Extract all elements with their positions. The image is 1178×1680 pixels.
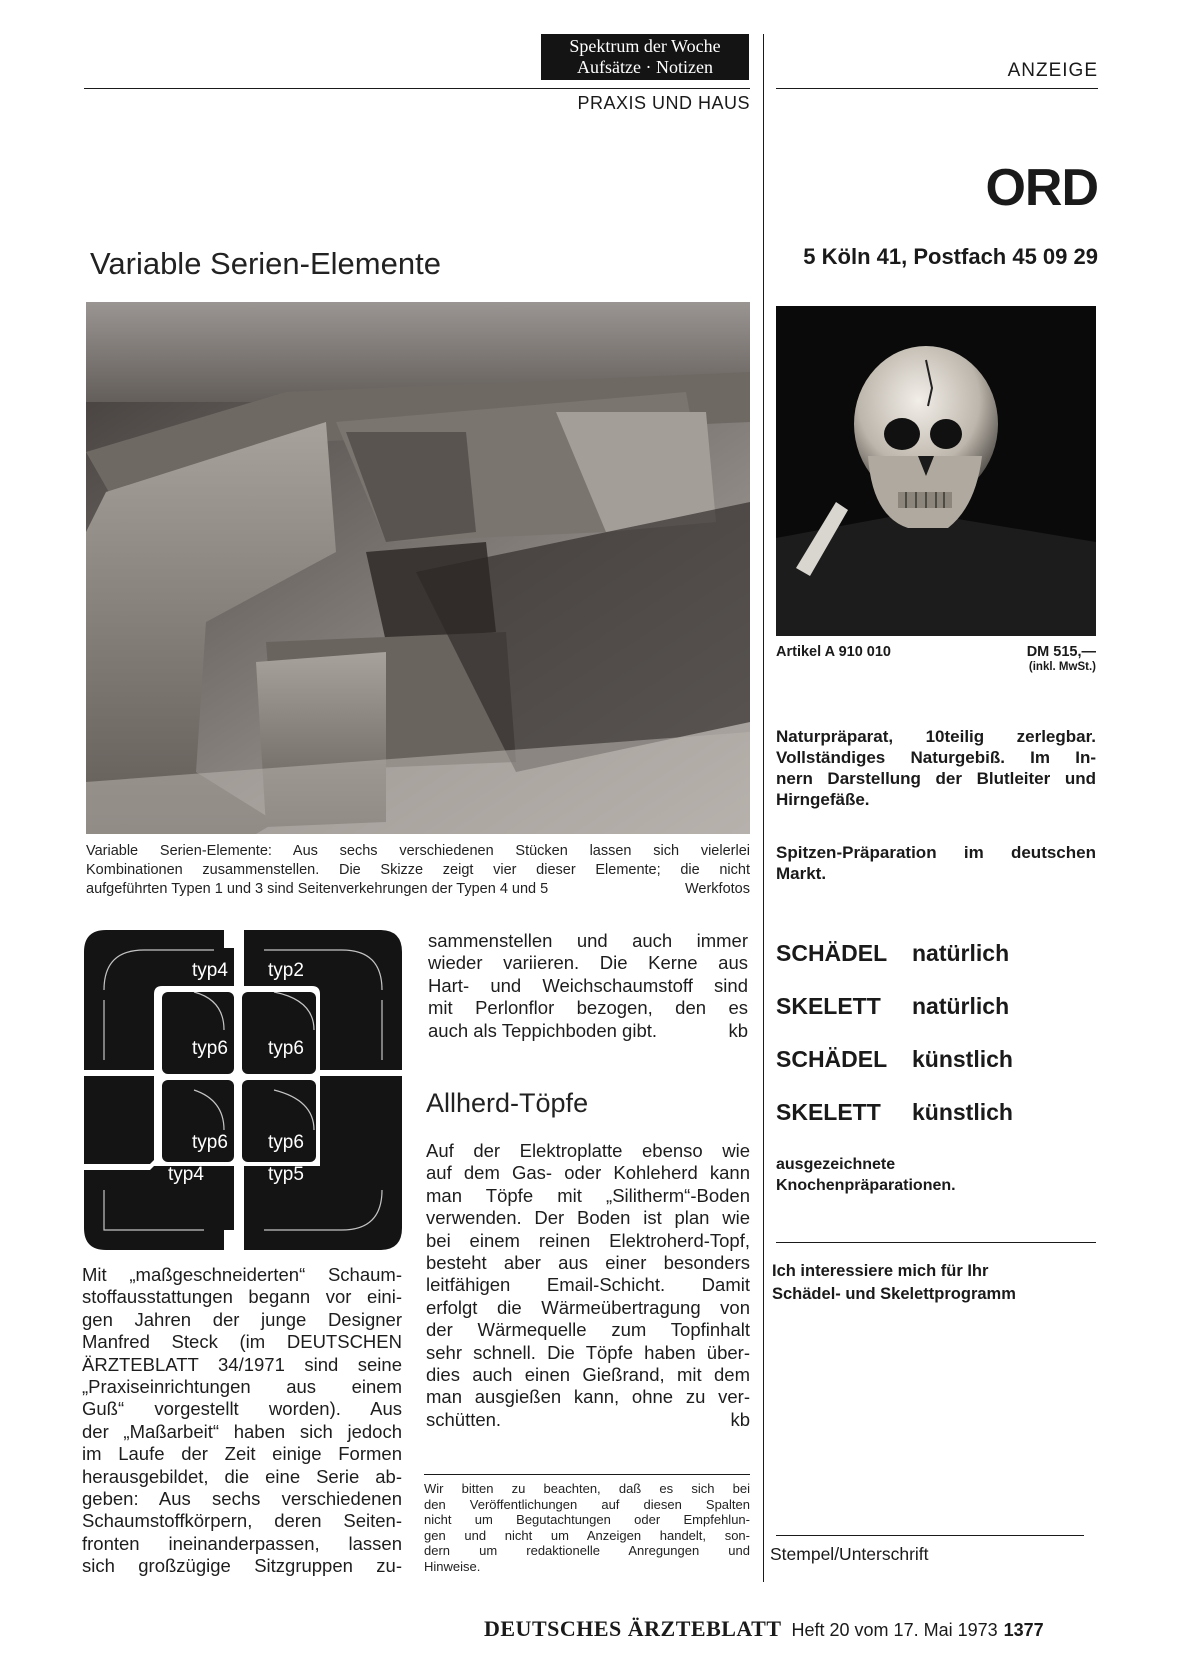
body-line: auf dem Gas- oder Kohleherd kann [426, 1162, 750, 1184]
skull-photo [776, 306, 1096, 636]
product-kind: natürlich [912, 993, 1010, 1019]
article1-title: Variable Serien-Elemente [90, 246, 441, 281]
product-kind: künstlich [912, 1046, 1013, 1072]
product-kind: natürlich [912, 940, 1010, 966]
product-item: SKELETT [776, 1099, 881, 1125]
sketch-label-typ6: typ6 [268, 1132, 304, 1153]
note-line: nicht um Begutachtungen oder Empfehlun- [424, 1512, 750, 1527]
ad-product-line [776, 940, 1009, 967]
body-line: Mit „maßgeschneiderten“ Schaum- [82, 1264, 402, 1285]
author-initials: kb [728, 1019, 748, 1041]
ad-line: ausgezeichnete [776, 1156, 896, 1173]
signature-label: Stempel/Unterschrift [770, 1544, 929, 1564]
body-line: auch als Teppichboden gibt. [428, 1019, 658, 1041]
article2-title: Allherd-Töpfe [426, 1088, 589, 1118]
body-line: schütten. [426, 1408, 502, 1430]
product-item: SCHÄDEL [776, 1046, 888, 1072]
sketch-label-typ4: typ4 [168, 1164, 204, 1185]
signature-line [776, 1535, 1084, 1536]
body-line: der Wärmequelle zum Topfinhalt [426, 1319, 750, 1341]
note-rule [424, 1474, 750, 1475]
ad-article-number: Artikel A 910 010 [776, 644, 891, 660]
ad-price-note: (inkl. MwSt.) [1028, 661, 1096, 673]
product-item: SCHÄDEL [776, 940, 888, 966]
photo-caption [86, 842, 750, 899]
photo-credit: Werkfotos [684, 881, 750, 897]
header-rule-left [84, 88, 750, 89]
ad-line: Knochenpräparationen. [776, 1177, 956, 1194]
caption-line: Variable Serien-Elemente: Aus sechs verschiedenen Stücken lassen sich vielerlei [86, 843, 750, 859]
ad-address: 5 Köln 41, Postfach 45 09 29 [803, 244, 1098, 269]
author-initials: kb [730, 1408, 750, 1430]
footer-issue: Heft 20 vom 17. Mai 1973 [791, 1620, 998, 1640]
body-line: bei einem reinen Elektroherd-Topf, [426, 1229, 750, 1251]
body-line: Manfred Steck (im DEUTSCHEN [82, 1331, 402, 1353]
article1-body-column1 [82, 1264, 402, 1578]
ad-quality-note [776, 1154, 1096, 1196]
rubric-label: PRAXIS UND HAUS [577, 93, 750, 113]
body-line: man ausgießen kann, ohne zu ver- [426, 1386, 750, 1408]
caption-last-line [86, 880, 750, 899]
note-line: den Veröffentlichungen auf diesen Spalten [424, 1496, 750, 1512]
sketch-label-typ4: typ4 [192, 960, 228, 981]
body-line: leitfähigen Email-Schicht. Damit [426, 1274, 750, 1296]
body-line: „Praxiseinrichtungen aus einem [82, 1376, 402, 1398]
body-line: dies auch einen Gießrand, mit dem [426, 1364, 750, 1386]
body-line: gen Jahren der junge Designer [82, 1308, 402, 1330]
article2-body [426, 1140, 750, 1431]
ad-line: Spitzen-Präparation im deutschen [776, 843, 1096, 862]
body-line: Guß“ vorgestellt worden). Aus [82, 1398, 402, 1420]
note-line: Hinweise. [424, 1558, 481, 1574]
ad-brand: ORD [985, 159, 1098, 217]
body-line: ÄRZTEBLATT 34/1971 sind seine [82, 1353, 402, 1375]
coupon-text [772, 1260, 1096, 1306]
section-banner-line2: Aufsätze · Notizen [577, 57, 713, 77]
ad-line: nern Darstellung der Blutleiter und [776, 769, 1096, 788]
editorial-note [424, 1481, 750, 1574]
ad-product-line [776, 993, 1009, 1020]
ad-label: ANZEIGE [1007, 60, 1098, 81]
body-line: erfolgt die Wärmeübertragung von [426, 1296, 750, 1318]
body-line: wieder variieren. Die Kerne aus [428, 952, 748, 974]
body-last-line [426, 1409, 750, 1431]
body-line: verwenden. Der Boden ist plan wie [426, 1207, 750, 1229]
ad-line: Naturpräparat, 10teilig zerlegbar. [776, 727, 1096, 746]
body-line: stoffausstattungen begann vor eini- [82, 1286, 402, 1308]
ad-line: Vollständiges Naturgebiß. Im In- [776, 748, 1096, 767]
body-line: herausgebildet, die eine Serie ab- [82, 1465, 402, 1487]
body-line: Auf der Elektroplatte ebenso wie [426, 1140, 750, 1161]
sketch-label-typ6: typ6 [192, 1132, 228, 1153]
body-line: sich großzügige Sitzgruppen zu- [82, 1555, 402, 1577]
product-kind: künstlich [912, 1099, 1013, 1125]
sketch-label-typ5: typ5 [268, 1164, 304, 1185]
body-line: fronten ineinanderpassen, lassen [82, 1532, 402, 1554]
caption-line: aufgeführten Typen 1 und 3 sind Seitenverkehrungen der Typen 4 und 5 [86, 881, 549, 897]
coupon-line: Schädel- und Skelettprogramm [772, 1285, 1016, 1303]
ad-description [776, 726, 1096, 810]
caption-line: Kombinationen zusammenstellen. Die Skizze zeigt vier dieser Elemente; die nicht [86, 862, 750, 878]
body-line: Schaumstoffkörpern, deren Seiten- [82, 1510, 402, 1532]
body-line: Hart- und Weichschaumstoff sind [428, 974, 748, 996]
note-line: gen und nicht um Anzeigen handelt, son- [424, 1527, 750, 1543]
footer-magazine: DEUTSCHES ÄRZTEBLATT [484, 1616, 782, 1641]
note-line: Wir bitten zu beachten, daß es sich bei [424, 1481, 750, 1496]
ad-tagline [776, 842, 1096, 884]
body-line: sehr schnell. Die Töpfe haben über- [426, 1341, 750, 1363]
coupon-rule-top [776, 1242, 1096, 1243]
header-rule-right [776, 88, 1098, 89]
page-footer [484, 1616, 1084, 1642]
sofa-photo [86, 302, 750, 834]
body-line: im Laufe der Zeit einige Formen [82, 1443, 402, 1465]
ad-product-line [776, 1099, 1013, 1126]
footer-page-number: 1377 [1003, 1620, 1044, 1640]
note-line: dern um redaktionelle Anregungen und [424, 1543, 750, 1558]
article1-body-column2 [428, 930, 748, 1042]
ad-price: DM 515,— [1026, 644, 1096, 660]
section-banner-line1: Spektrum der Woche [569, 36, 721, 56]
body-line: besteht aber aus einer besonders [426, 1252, 750, 1274]
sketch-label-typ6: typ6 [192, 1038, 228, 1059]
ad-line: Hirngefäße. [776, 790, 870, 809]
coupon-line: Ich interessiere mich für Ihr [772, 1262, 989, 1280]
body-last-line [428, 1020, 748, 1042]
body-line: geben: Aus sechs verschiedenen [82, 1488, 402, 1510]
sofa-sketch [84, 930, 402, 1250]
sketch-label-typ2: typ2 [268, 960, 304, 981]
product-item: SKELETT [776, 993, 881, 1019]
section-banner [541, 34, 749, 80]
ad-line: Markt. [776, 864, 827, 883]
body-line: man Töpfe mit „Silitherm“-Boden [426, 1184, 750, 1206]
ad-product-line [776, 1046, 1013, 1073]
sketch-label-typ6: typ6 [268, 1038, 304, 1059]
body-line: mit Perlonflor bezogen, den es [428, 997, 748, 1019]
column-divider [763, 34, 764, 1582]
body-line: der „Maßarbeit“ haben sich jedoch [82, 1420, 402, 1442]
body-line: sammenstellen und auch immer [428, 930, 748, 951]
